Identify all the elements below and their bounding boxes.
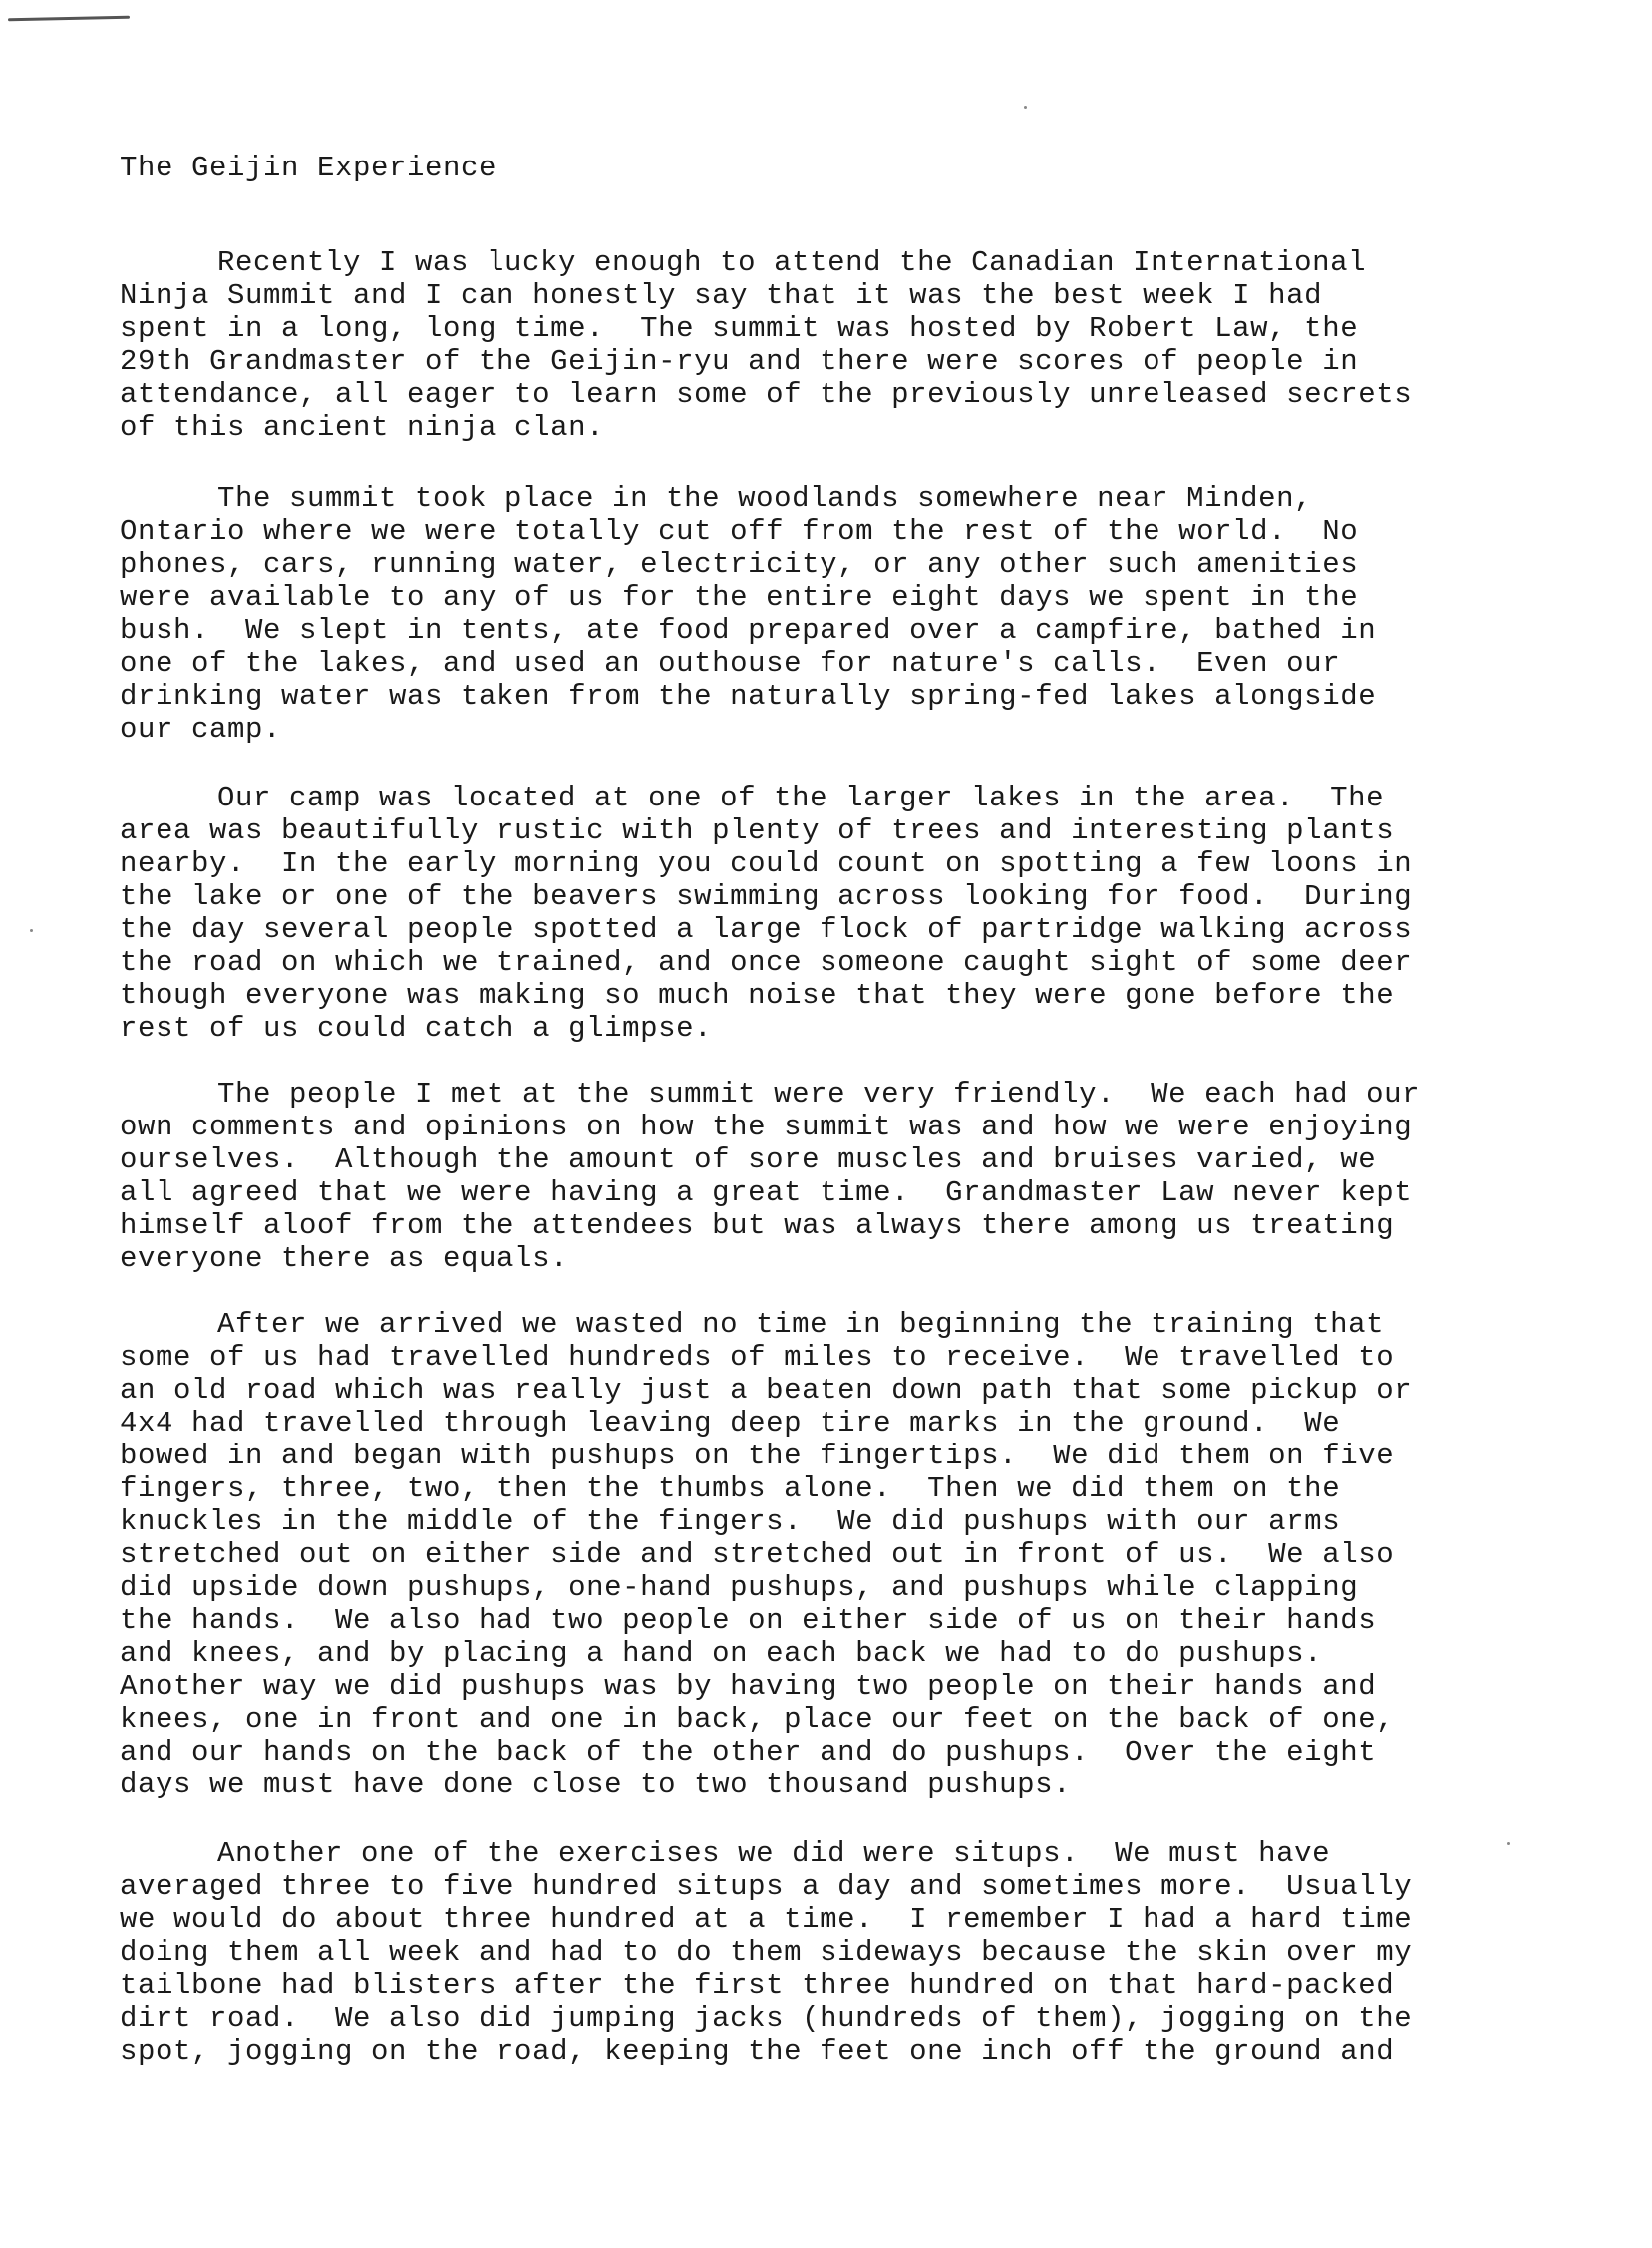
text-line: we would do about three hundred at a time. I remember I had a hard time [120,1903,1413,1936]
text-line: Ontario where we were totally cut off from the rest of the world. No [120,515,1359,548]
text-line: stretched out on either side and stretched out in front of us. We also [120,1538,1395,1571]
text-line: doing them all week and had to do them sideways because the skin over my [120,1936,1413,1969]
text-line: of this ancient ninja clan. [120,411,605,444]
text-line: The people I met at the summit were very friendly. We each had our [217,1078,1421,1111]
text-line: bowed in and began with pushups on the fingertips. We did them on five [120,1440,1395,1472]
text-line: phones, cars, running water, electricity, or any other such amenities [120,548,1359,581]
text-line: and knees, and by placing a hand on each back we had to do pushups. [120,1637,1323,1670]
text-line: After we arrived we wasted no time in beginning the training that [217,1308,1385,1341]
text-line: fingers, three, two, then the thumbs alone. Then we did them on the [120,1472,1341,1505]
text-line: Ninja Summit and I can honestly say that it was the best week I had [120,279,1323,312]
paragraph [120,1837,1565,2068]
text-line: The summit took place in the woodlands somewhere near Minden, [217,482,1313,515]
text-line: the hands. We also had two people on either side of us on their hands [120,1604,1377,1637]
text-line: own comments and opinions on how the summit was and how we were enjoying [120,1111,1413,1143]
text-line: attendance, all eager to learn some of the previously unreleased secrets [120,378,1413,411]
text-line: rest of us could catch a glimpse. [120,1012,713,1045]
paragraph [120,246,1565,444]
text-line: one of the lakes, and used an outhouse for nature's calls. Even our [120,647,1341,680]
text-line: the day several people spotted a large flock of partridge walking across [120,913,1413,946]
text-line: everyone there as equals. [120,1242,569,1275]
text-line: ourselves. Although the amount of sore muscles and bruises varied, we [120,1143,1377,1176]
text-line: days we must have done close to two thousand pushups. [120,1768,1072,1801]
text-line: Our camp was located at one of the larger lakes in the area. The [217,782,1385,814]
text-line: an old road which was really just a beaten down path that some pickup or [120,1374,1413,1407]
text-line: our camp. [120,713,282,746]
paragraph [120,1078,1565,1275]
scan-speck [30,929,33,932]
text-line: knees, one in front and one in back, place our feet on the back of one, [120,1703,1395,1736]
text-line: did upside down pushups, one-hand pushups, and pushups while clapping [120,1571,1359,1604]
text-line: dirt road. We also did jumping jacks (hundreds of them), jogging on the [120,2002,1413,2035]
text-line: averaged three to five hundred situps a day and sometimes more. Usually [120,1870,1413,1903]
text-line: bush. We slept in tents, ate food prepared over a campfire, bathed in [120,614,1377,647]
text-line: 4x4 had travelled through leaving deep tire marks in the ground. We [120,1407,1341,1440]
scan-speck [1024,106,1027,109]
text-line: area was beautifully rustic with plenty of trees and interesting plants [120,814,1395,847]
text-line: Another one of the exercises we did were situps. We must have [217,1837,1331,1870]
text-line: nearby. In the early morning you could count on spotting a few loons in [120,847,1413,880]
text-line: Another way we did pushups was by having two people on their hands and [120,1670,1377,1703]
text-line: were available to any of us for the entire eight days we spent in the [120,581,1359,614]
text-line: and our hands on the back of the other and do pushups. Over the eight [120,1736,1377,1768]
document-title: The Geijin Experience [120,152,497,184]
paragraph [120,1308,1565,1801]
paragraph [120,482,1565,746]
scan-mark [8,16,130,22]
text-line: drinking water was taken from the naturally spring-fed lakes alongside [120,680,1377,713]
text-line: the road on which we trained, and once someone caught sight of some deer [120,946,1413,979]
text-line: spot, jogging on the road, keeping the feet one inch off the ground and [120,2035,1395,2068]
text-line: knuckles in the middle of the fingers. We did pushups with our arms [120,1505,1341,1538]
text-line: the lake or one of the beavers swimming across looking for food. During [120,880,1413,913]
paragraph [120,782,1565,1045]
text-line: Recently I was lucky enough to attend the Canadian International [217,246,1367,279]
text-line: all agreed that we were having a great time. Grandmaster Law never kept [120,1176,1413,1209]
text-line: spent in a long, long time. The summit was hosted by Robert Law, the [120,312,1359,345]
text-line: himself aloof from the attendees but was always there among us treating [120,1209,1395,1242]
text-line: some of us had travelled hundreds of miles to receive. We travelled to [120,1341,1395,1374]
text-line: 29th Grandmaster of the Geijin-ryu and there were scores of people in [120,345,1359,378]
text-line: tailbone had blisters after the first three hundred on that hard-packed [120,1969,1395,2002]
text-line: though everyone was making so much noise that they were gone before the [120,979,1395,1012]
